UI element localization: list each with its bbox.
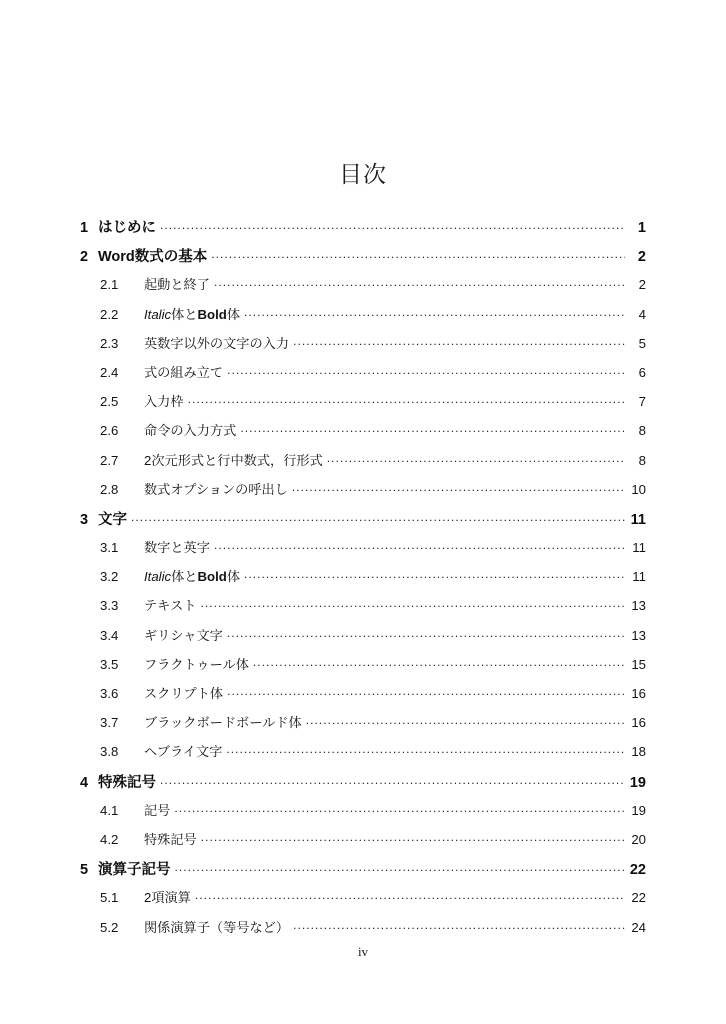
toc-entry-label: 入力枠 <box>144 394 184 410</box>
toc-dot-leader <box>306 714 625 727</box>
toc-dot-leader <box>227 685 625 698</box>
toc-dot-leader <box>188 393 625 406</box>
toc-entry[interactable] <box>80 800 646 829</box>
toc-entry[interactable] <box>80 654 646 683</box>
toc-entry-label: 特殊記号 <box>98 774 156 791</box>
toc-dot-leader <box>227 364 625 377</box>
toc-dot-leader <box>201 831 625 844</box>
toc-dot-leader <box>244 568 625 581</box>
toc-entry[interactable] <box>80 274 646 303</box>
toc-dot-leader <box>253 656 625 669</box>
toc-entry-number: 2.4 <box>100 364 119 380</box>
toc-entry[interactable] <box>80 595 646 624</box>
toc-label-part: 体と <box>171 569 198 585</box>
toc-entry-number: 3 <box>80 511 89 528</box>
toc-entry-number: 3.6 <box>100 686 119 701</box>
toc-entry-number: 5.1 <box>100 890 119 906</box>
toc-entry-number: 1 <box>80 220 89 236</box>
toc-entry[interactable] <box>80 333 646 362</box>
toc-entry-page-number: 6 <box>638 364 646 380</box>
toc-entry-page-number: 13 <box>631 598 646 614</box>
toc-entry[interactable] <box>80 537 646 566</box>
toc-entry-label: フラクトゥール体 <box>144 656 249 672</box>
toc-entry-label: ヘブライ文字 <box>144 744 223 760</box>
toc-entry[interactable] <box>80 479 646 508</box>
toc-entry-number: 2.5 <box>100 394 119 410</box>
page-title: 目次 <box>339 161 387 187</box>
toc-label-part: Italic <box>144 569 172 585</box>
toc-dot-leader <box>293 918 625 931</box>
toc-entry-label: 起動と終了 <box>144 277 210 293</box>
toc-entry-page-number: 20 <box>631 831 646 847</box>
toc-dot-leader <box>214 539 625 552</box>
toc-entry-page-number: 8 <box>638 423 646 439</box>
toc-entry-label: 命令の入力方式 <box>144 423 237 439</box>
toc-entry-label: 英数字以外の文字の入力 <box>144 335 290 351</box>
toc-entry-label: はじめに <box>98 220 156 236</box>
toc-entry-page-number: 7 <box>638 394 646 410</box>
toc-entry-number: 3.2 <box>100 569 119 585</box>
toc-entry[interactable] <box>80 566 646 595</box>
toc-entry-label <box>144 304 243 323</box>
toc-dot-leader <box>211 247 625 262</box>
toc-dot-leader <box>292 481 625 494</box>
toc-entry[interactable] <box>80 771 646 800</box>
toc-entry-label: 特殊記号 <box>144 831 197 847</box>
toc-entry-page-number: 5 <box>638 335 646 351</box>
toc-dot-leader <box>174 802 625 815</box>
toc-entry-label: ブラックボードボールド体 <box>144 715 302 731</box>
table-of-contents <box>80 216 646 946</box>
toc-entry-page-number: 11 <box>632 540 646 556</box>
toc-entry-number: 2 <box>80 249 89 266</box>
toc-dot-leader <box>293 335 625 348</box>
toc-dot-leader <box>201 597 626 610</box>
toc-entry[interactable] <box>80 245 646 274</box>
toc-label-part: Bold <box>197 569 227 585</box>
toc-entry-number: 3.7 <box>100 715 119 731</box>
toc-entry-number: 5 <box>80 862 89 879</box>
toc-entry-number: 3.8 <box>100 744 119 760</box>
toc-label-part: Italic <box>144 306 172 322</box>
toc-entry-number: 3.1 <box>100 540 119 556</box>
toc-entry-label: 関係演算子（等号など） <box>144 919 290 935</box>
toc-entry-label: 式の組み立て <box>144 364 224 380</box>
toc-dot-leader <box>175 860 626 875</box>
toc-entry-page-number: 4 <box>638 306 646 322</box>
toc-entry[interactable] <box>80 829 646 858</box>
toc-entry[interactable] <box>80 858 646 887</box>
toc-entry-page-number: 13 <box>631 627 646 643</box>
toc-label-part: 体 <box>226 569 240 585</box>
toc-entry-page-number: 11 <box>630 511 646 528</box>
toc-entry[interactable] <box>80 304 646 333</box>
toc-entry-page-number: 16 <box>631 686 646 701</box>
toc-entry-label: 数字と英字 <box>144 540 210 556</box>
toc-dot-leader <box>214 276 625 289</box>
toc-entry-label: ギリシャ文字 <box>144 627 223 643</box>
toc-entry-number: 4.2 <box>100 831 119 847</box>
toc-entry-number: 5.2 <box>100 919 119 935</box>
toc-entry-label: Word数式の基本 <box>98 249 208 266</box>
toc-entry-number: 3.3 <box>100 598 119 614</box>
toc-label-part: 体 <box>226 306 240 322</box>
toc-entry-page-number: 1 <box>637 220 646 236</box>
toc-entry-number: 4 <box>80 774 89 791</box>
toc-dot-leader <box>195 889 625 902</box>
toc-entry[interactable] <box>80 625 646 654</box>
toc-entry[interactable] <box>80 362 646 391</box>
toc-dot-leader <box>227 626 625 639</box>
toc-entry[interactable] <box>80 917 646 946</box>
toc-entry[interactable] <box>80 391 646 420</box>
toc-entry-page-number: 19 <box>629 774 646 791</box>
toc-entry[interactable] <box>80 712 646 741</box>
toc-entry[interactable] <box>80 741 646 770</box>
toc-entry-page-number: 15 <box>631 656 646 672</box>
toc-entry-page-number: 16 <box>631 715 646 731</box>
toc-dot-leader <box>327 451 625 464</box>
toc-entry[interactable] <box>80 508 646 537</box>
toc-entry-label: テキスト <box>144 598 197 614</box>
toc-entry[interactable] <box>80 683 646 712</box>
toc-entry-page-number: 10 <box>631 481 646 497</box>
footer-page-number: iv <box>357 944 369 959</box>
toc-entry-label <box>144 566 243 585</box>
toc-dot-leader <box>226 743 625 756</box>
toc-entry-page-number: 2 <box>637 249 646 266</box>
toc-entry[interactable] <box>80 216 646 245</box>
toc-entry-number: 2.3 <box>100 335 119 351</box>
toc-dot-leader <box>160 772 625 787</box>
toc-entry-page-number: 2 <box>638 277 646 293</box>
toc-entry-number: 2.7 <box>100 452 119 468</box>
toc-entry[interactable] <box>80 420 646 449</box>
toc-entry-page-number: 22 <box>631 890 646 906</box>
toc-entry-page-number: 24 <box>631 919 646 935</box>
toc-entry-number: 2.6 <box>100 423 119 439</box>
toc-entry-page-number: 19 <box>631 802 646 818</box>
toc-entry[interactable] <box>80 887 646 916</box>
toc-entry-label: 2項演算 <box>144 890 191 906</box>
toc-dot-leader <box>160 218 625 233</box>
toc-entry-number: 2.2 <box>100 306 119 322</box>
toc-entry-page-number: 11 <box>632 569 646 585</box>
toc-entry-number: 2.8 <box>100 481 119 497</box>
toc-entry-label: 文字 <box>98 511 127 528</box>
toc-entry-label: 数式オプションの呼出し <box>144 481 288 497</box>
toc-entry[interactable] <box>80 450 646 479</box>
toc-entry-number: 2.1 <box>100 277 119 293</box>
toc-entry-page-number: 22 <box>629 862 646 879</box>
toc-entry-page-number: 18 <box>631 744 646 760</box>
toc-entry-number: 3.4 <box>100 627 119 643</box>
toc-entry-label: 演算子記号 <box>98 862 171 879</box>
toc-entry-label: 2次元形式と行中数式，行形式 <box>144 452 323 468</box>
toc-entry-number: 4.1 <box>100 802 119 818</box>
toc-entry-label: 記号 <box>144 802 171 818</box>
toc-entry-page-number: 8 <box>638 452 646 468</box>
toc-label-part: 体と <box>171 306 198 322</box>
toc-entry-number: 3.5 <box>100 656 119 672</box>
toc-entry-label: スクリプト体 <box>144 686 224 701</box>
toc-label-part: Bold <box>197 306 227 322</box>
toc-dot-leader <box>240 422 625 435</box>
toc-dot-leader <box>131 509 625 524</box>
toc-dot-leader <box>244 305 625 318</box>
